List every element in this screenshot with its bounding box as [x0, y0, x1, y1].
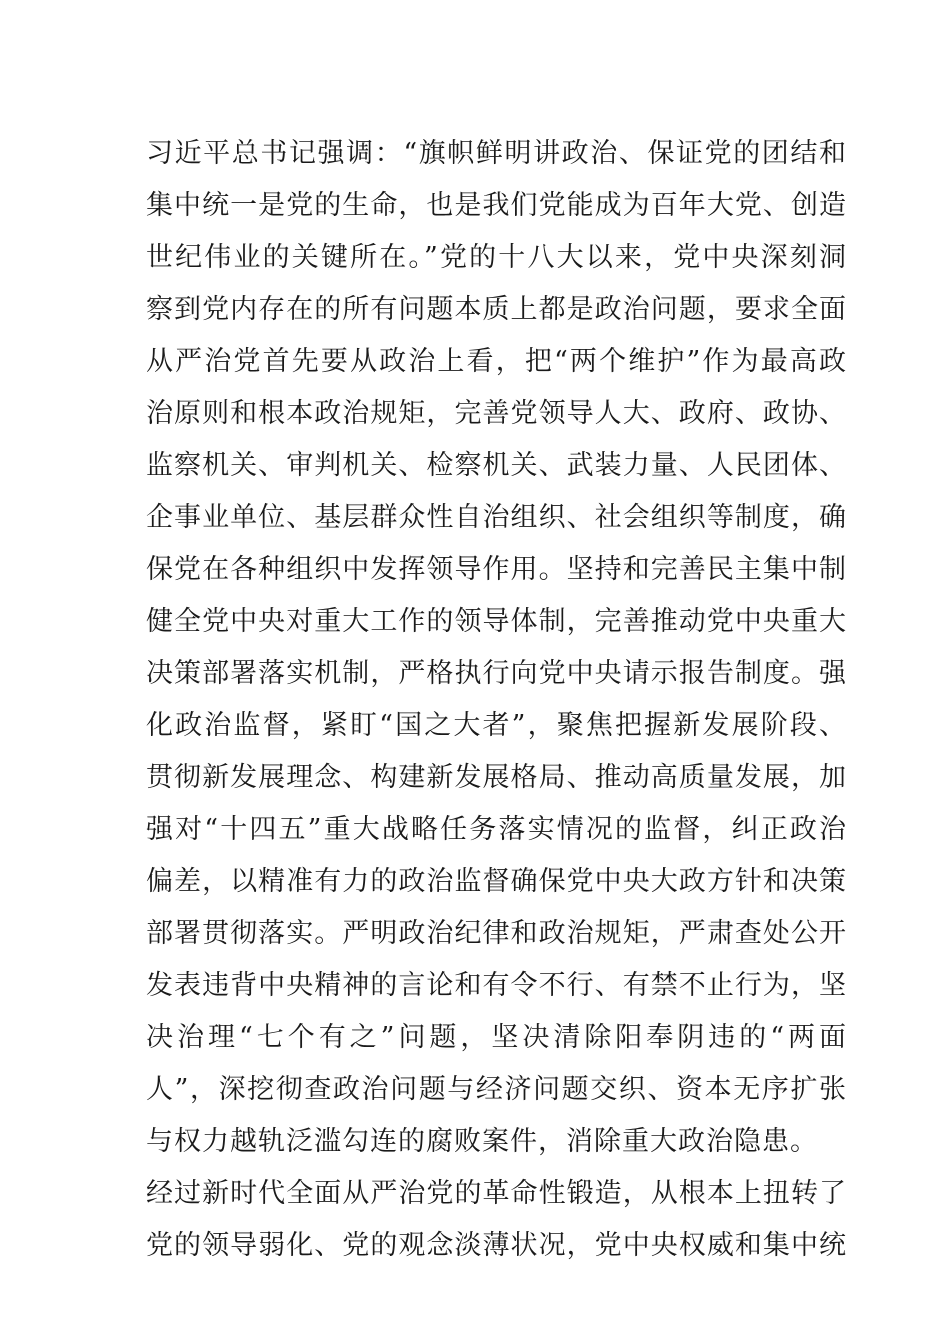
text-line: 发表违背中央精神的言论和有令不行、有禁不止行为，坚 — [146, 970, 846, 1001]
text-line: 决策部署落实机制，严格执行向党中央请示报告制度。强 — [146, 658, 846, 689]
text-line: 党的领导弱化、党的观念淡薄状况，党中央权威和集中统 — [146, 1230, 846, 1261]
body-text — [146, 128, 846, 1272]
text-line: 化政治监督，紧盯“国之大者”，聚焦把握新发展阶段、 — [146, 710, 846, 741]
text-line: 习近平总书记强调：“旗帜鲜明讲政治、保证党的团结和 — [146, 138, 846, 169]
text-line: 保党在各种组织中发挥领导作用。坚持和完善民主集中制 — [146, 554, 846, 585]
text-line: 部署贯彻落实。严明政治纪律和政治规矩，严肃查处公开 — [146, 918, 846, 949]
text-line: 企事业单位、基层群众性自治组织、社会组织等制度，确 — [146, 502, 846, 533]
text-line: 察到党内存在的所有问题本质上都是政治问题，要求全面 — [146, 294, 846, 325]
text-line: 世纪伟业的关键所在。”党的十八大以来，党中央深刻洞 — [146, 242, 846, 273]
text-line: 治原则和根本政治规矩，完善党领导人大、政府、政协、 — [146, 398, 846, 429]
paragraph-1 — [146, 128, 846, 1168]
text-line: 监察机关、审判机关、检察机关、武装力量、人民团体、 — [146, 450, 846, 481]
text-line: 偏差，以精准有力的政治监督确保党中央大政方针和决策 — [146, 866, 846, 897]
text-line: 强对“十四五”重大战略任务落实情况的监督，纠正政治 — [146, 814, 846, 845]
text-line: 集中统一是党的生命，也是我们党能成为百年大党、创造 — [146, 190, 846, 221]
paragraph-2 — [146, 1168, 846, 1272]
text-line: 决治理“七个有之”问题，坚决清除阳奉阴违的“两面 — [146, 1022, 846, 1053]
text-line: 贯彻新发展理念、构建新发展格局、推动高质量发展，加 — [146, 762, 846, 793]
text-line: 人”，深挖彻查政治问题与经济问题交织、资本无序扩张 — [146, 1074, 846, 1105]
text-line: 经过新时代全面从严治党的革命性锻造，从根本上扭转了 — [146, 1178, 846, 1209]
text-line: 与权力越轨泛滥勾连的腐败案件，消除重大政治隐患。 — [146, 1126, 818, 1157]
text-line: 从严治党首先要从政治上看，把“两个维护”作为最高政 — [146, 346, 846, 377]
text-line: 健全党中央对重大工作的领导体制，完善推动党中央重大 — [146, 606, 846, 637]
